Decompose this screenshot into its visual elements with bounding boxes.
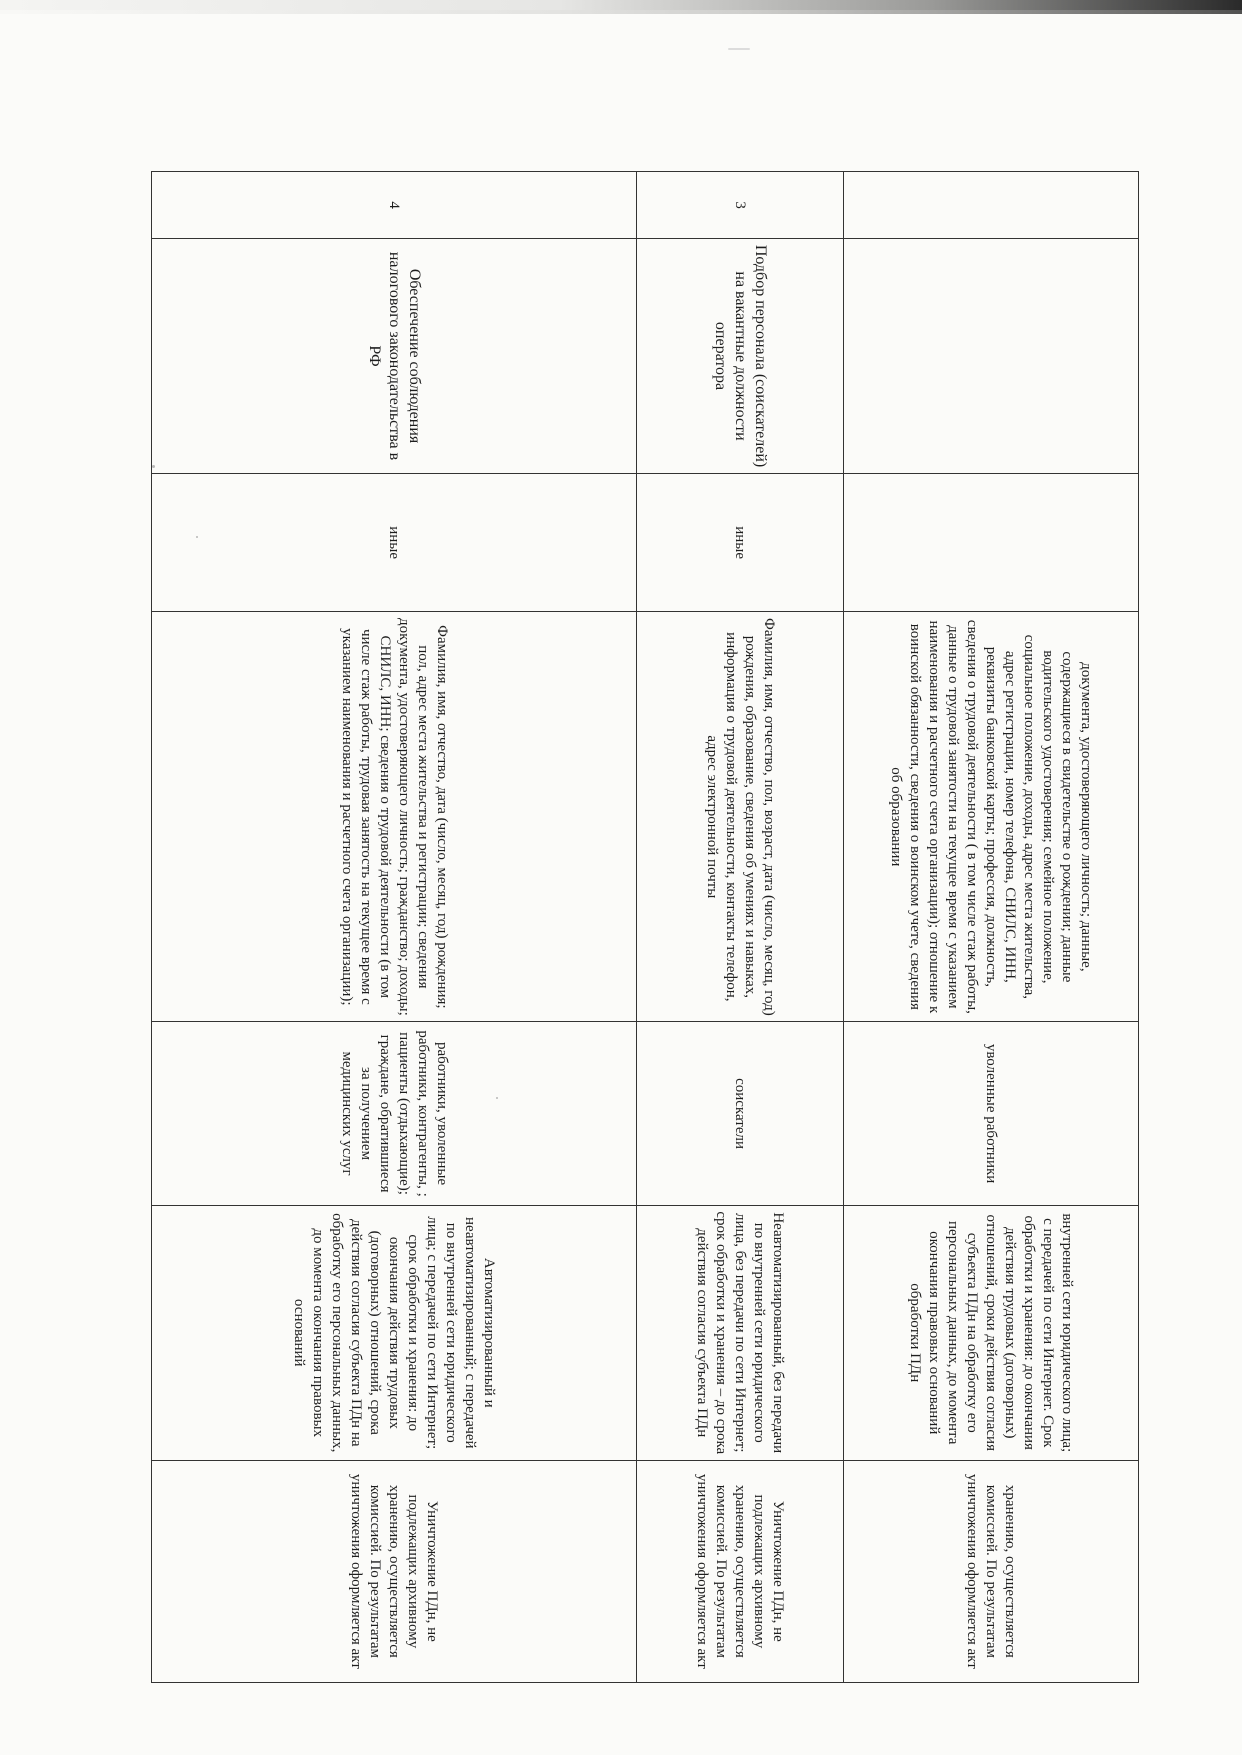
processing-purpose — [844, 239, 1139, 474]
personal-data-list: документа, удостоверяющего личность; данные, содержащиеся в свидетельстве о рождении; данные водительского удостоверения; семейное положение, социальное положение, доходы, адрес места жительства, адрес регистрации, номер телефона, СНИЛС, ИНН, реквизиты банковской карты; профессия, должность, сведения о трудовой деятельности ( в том числе стаж работы, данные о трудовой занятости на текущее время с указанием наименования и расчетного счета организации); отношение к воинской обязанности, сведения о воинском учете, сведения об образовании — [844, 612, 1139, 1022]
data-subjects: уволенные работники — [844, 1022, 1139, 1206]
processing-purpose: Обеспечение соблюдения налогового законодательства в РФ — [152, 239, 637, 474]
scan-speck — [728, 48, 750, 50]
destruction-procedure: Уничтожение ПДн, не подлежащих архивному хранению, осуществляется комиссией. По результатам уничтожения оформляется акт — [152, 1460, 637, 1682]
data-category: иные — [152, 473, 637, 612]
data-category: иные — [637, 473, 844, 612]
processing-purpose: Подбор персонала (соискателей) на вакантные должности оператора — [637, 239, 844, 474]
personal-data-list: Фамилия, имя, отчество, пол, возраст, дата (число, месяц, год) рождения, образование, сведения об умениях и навыках, информация о трудовой деятельности, контакты телефон, адрес электронной почты — [637, 612, 844, 1022]
data-subjects: соискатели — [637, 1022, 844, 1206]
row-number: 4 — [152, 172, 637, 239]
table-row — [637, 172, 844, 1683]
processing-method: Неавтоматизированный, без передачи по внутренней сети юридического лица, без передачи по сети Интернет; срок обработки и хранения – до срока действия согласия субъекта ПДн — [637, 1205, 844, 1460]
processing-method: внутренней сети юридического лица; с передачей по сети Интернет. Срок обработки и хранения: до окончания действия трудовых (договорных) отношений, сроки действия согласия субъекта ПДн на обработку его персональных данных, до момента окончания правовых оснований обработки ПДн — [844, 1205, 1139, 1460]
destruction-procedure: Уничтожение ПДн, не подлежащих архивному хранению, осуществляется комиссией. По результатам уничтожения оформляется акт — [637, 1460, 844, 1682]
destruction-procedure: хранению, осуществляется комиссией. По результатам уничтожения оформляется акт — [844, 1460, 1139, 1682]
scan-edge-line — [0, 10, 1242, 14]
row-number — [844, 172, 1139, 239]
data-subjects: работники, уволенные работники, контрагенты, ; пациенты (отдыхающие); граждане, обратившиеся за получением медицинских услуг — [152, 1022, 637, 1206]
table-row — [844, 172, 1139, 1683]
processing-method: Автоматизированный и неавтоматизированный; с передачей по внутренней сети юридического лица; с передачей по сети Интернет; срок обработки и хранения: до окончания действия трудовых (договорных) отношений, срока действия согласия субъекта ПДн на обработку его персональных данных, до момента окончания правовых оснований — [152, 1205, 637, 1460]
rotated-page — [152, 171, 1139, 1683]
data-category — [844, 473, 1139, 612]
table-row — [152, 172, 637, 1683]
row-number: 3 — [637, 172, 844, 239]
personal-data-list: Фамилия, имя, отчество, дата (число, месяц, год) рождения; пол, адрес места жительства и регистрации; сведения документа, удостоверяющего личность; гражданство; доходы; СНИЛС, ИНН; сведения о трудовой деятельности (в том числе стаж работы, трудовая занятость на текущее время с указанием наименования и расчетного счета организации); — [152, 612, 637, 1022]
personal-data-table — [151, 171, 1139, 1683]
